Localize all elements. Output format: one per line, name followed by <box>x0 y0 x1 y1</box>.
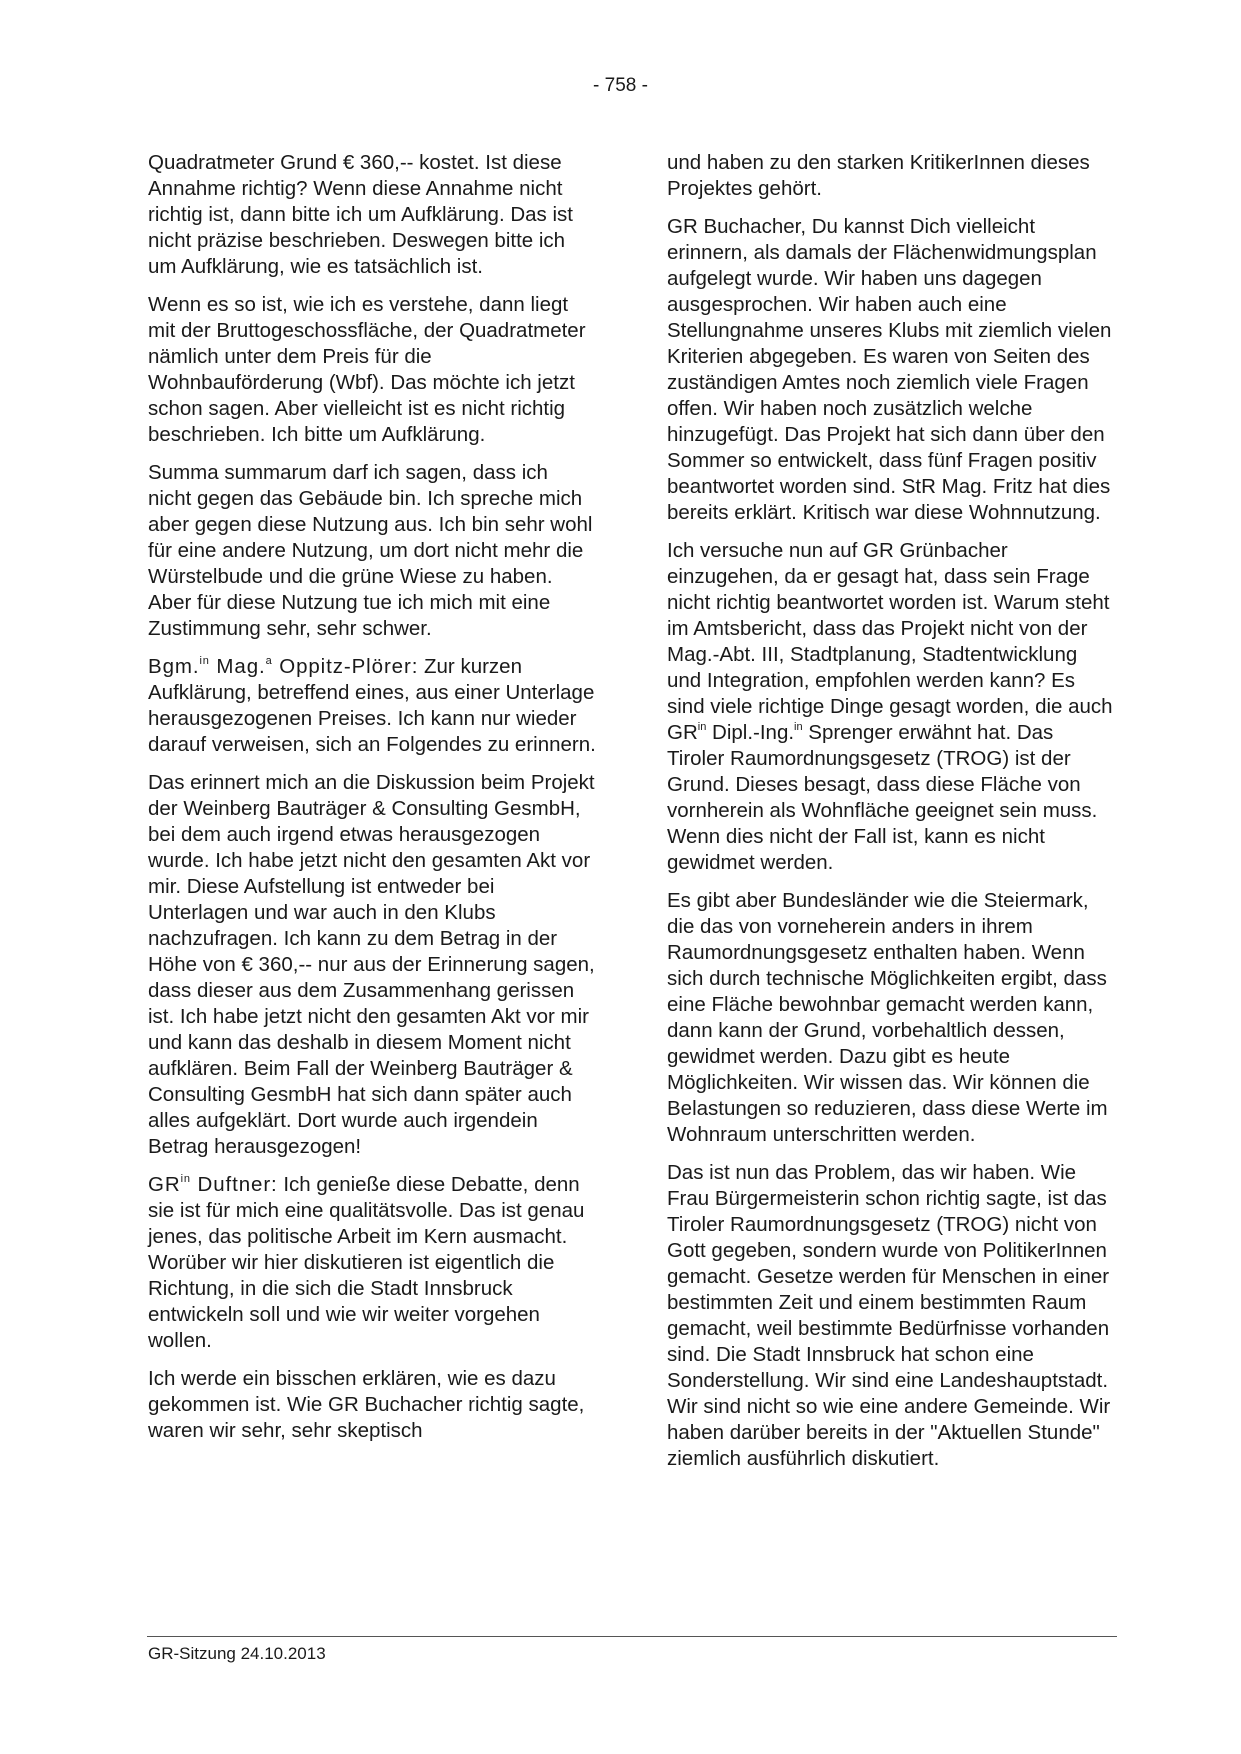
speech-text: Ich genieße diese Debatte, denn sie ist für mich eine qualitätsvolle. Das ist genau jenes, das politische Arbeit im Kern ausmacht. Worüber wir hier diskutieren ist eigentlich die Richtung, in die sich die Stadt Innsbruck entwickeln soll und wie wir weiter vorgehen wollen. <box>148 1173 585 1352</box>
speaker-paragraph <box>148 1172 596 1354</box>
speaker-title: GR <box>148 1173 181 1196</box>
paragraph: GR Buchacher, Du kannst Dich vielleicht erinnern, als damals der Flächenwidmungsplan aufgelegt wurde. Wir haben uns dagegen ausgesprochen. Wir haben auch eine Stellungnahme unseres Klubs mit ziemlich vielen Kriterien abgegeben. Es waren von Seiten des zuständigen Amtes noch ziemlich viele Fragen offen. Wir haben noch zusätzlich welche hinzugefügt. Das Projekt hat sich dann über den Sommer so entwickelt, dass fünf Fragen positiv beantwortet worden sind. StR Mag. Fritz hat dies bereits erklärt. Kritisch war diese Wohnnutzung. <box>667 215 1112 524</box>
page-number: - 758 - <box>593 75 648 96</box>
speaker-paragraph <box>148 654 596 758</box>
left-column <box>148 150 596 1456</box>
right-column <box>667 150 1115 1484</box>
superscript: in <box>199 655 210 667</box>
text-fragment: Dipl.-Ing. <box>706 721 795 744</box>
paragraph: Das ist nun das Problem, das wir haben. Wie Frau Bürgermeisterin schon richtig sagte, ist das Tiroler Raumordnungsgesetz (TROG) nicht von Gott gegeben, sondern wurde von PolitikerInnen gemacht. Gesetze werden für Menschen in einer bestimmten Zeit und einem bestimmten Raum gemacht, weil bestimmte Bedürfnisse vorhanden sind. Die Stadt Innsbruck hat schon eine Sonderstellung. Wir sind eine Landeshauptstadt. Wir sind nicht so wie eine andere Gemeinde. Wir haben darüber bereits in der "Aktuellen Stunde" ziemlich ausführlich diskutiert. <box>667 1161 1111 1470</box>
paragraph: Wenn es so ist, wie ich es verstehe, dann liegt mit der Bruttogeschossfläche, der Quadratmeter nämlich unter dem Preis für die Wohnbauförderung (Wbf). Das möchte ich jetzt schon sagen. Aber vielleicht ist es nicht richtig beschrieben. Ich bitte um Aufklärung. <box>148 293 586 446</box>
superscript: in <box>794 721 803 733</box>
speaker-title: Mag. <box>209 655 266 678</box>
speaker-name <box>148 1173 278 1196</box>
paragraph: Quadratmeter Grund € 360,-- kostet. Ist diese Annahme richtig? Wenn diese Annahme nicht richtig ist, dann bitte ich um Aufklärung. Das ist nicht präzise beschrieben. Deswegen bitte ich um Aufklärung, wie es tatsächlich ist. <box>148 151 574 278</box>
paragraph: Es gibt aber Bundesländer wie die Steiermark, die das von vorneherein anders in ihrem Raumordnungsgesetz enthalten haben. Wenn sich durch technische Möglichkeiten ergibt, dass eine Fläche bewohnbar gemacht werden kann, dann kann der Grund, vorbehaltlich dessen, gewidmet werden. Dazu gibt es heute Möglichkeiten. Wir wissen das. Wir können die Belastungen so reduzieren, dass diese Werte im Wohnraum unterschritten werden. <box>667 889 1108 1146</box>
superscript: a <box>265 655 273 667</box>
paragraph <box>667 538 1115 876</box>
superscript: in <box>180 1173 191 1185</box>
footer-session-date: GR-Sitzung 24.10.2013 <box>148 1644 326 1663</box>
text-fragment: Sprenger erwähnt hat. Das Tiroler Raumordnungsgesetz (TROG) ist der Grund. Dieses besagt, dass diese Fläche von vornherein als Wohnfläche geeignet sein muss. Wenn dies nicht der Fall ist, kann es nicht gewidmet werden. <box>667 721 1098 874</box>
speaker-title: Bgm. <box>148 655 200 678</box>
paragraph: Ich werde ein bisschen erklären, wie es dazu gekommen ist. Wie GR Buchacher richtig sagte, waren wir sehr, sehr skeptisch <box>148 1367 585 1442</box>
speech-text: Zur kurzen Aufklärung, betreffend eines, aus einer Unterlage herausgezogenen Preises. Ich kann nur wieder darauf verweisen, sich an Folgendes zu erinnern. <box>148 655 596 756</box>
speaker-surname: Oppitz-Plörer: <box>272 655 419 678</box>
paragraph: Das erinnert mich an die Diskussion beim Projekt der Weinberg Bauträger & Consulting GesmbH, bei dem auch irgend etwas herausgezogen wurde. Ich habe jetzt nicht den gesamten Akt vor mir. Diese Aufstellung ist entweder bei Unterlagen und war auch in den Klubs nachzufragen. Ich kann zu dem Betrag in der Höhe von € 360,-- nur aus der Erinnerung sagen, dass dieser aus dem Zusammenhang gerissen ist. Ich habe jetzt nicht den gesamten Akt vor mir und kann das deshalb in diesem Moment nicht aufklären. Beim Fall der Weinberg Bauträger & Consulting GesmbH hat sich dann später auch alles aufgeklärt. Dort wurde auch irgendein Betrag herausgezogen! <box>148 771 595 1158</box>
speaker-surname: Duftner: <box>190 1173 278 1196</box>
paragraph: Summa summarum darf ich sagen, dass ich nicht gegen das Gebäude bin. Ich spreche mich aber gegen diese Nutzung aus. Ich bin sehr wohl für eine andere Nutzung, um dort nicht mehr die Würstelbude und die grüne Wiese zu haben. Aber für diese Nutzung tue ich mich mit eine Zustimmung sehr, sehr schwer. <box>148 461 593 640</box>
speaker-name <box>148 655 418 678</box>
text-fragment: Ich versuche nun auf GR Grünbacher einzugehen, da er gesagt hat, dass sein Frage nicht richtig beantwortet worden ist. Warum steht im Amtsbericht, dass das Projekt nicht von der Mag.-Abt. III, Stadtplanung, Stadtentwicklung und Integration, empfohlen werden kann? Es sind viele richtige Dinge gesagt worden, die auch GR <box>667 539 1113 744</box>
paragraph: und haben zu den starken KritikerInnen dieses Projektes gehört. <box>667 151 1090 200</box>
superscript: in <box>697 721 707 733</box>
footer-divider <box>147 1636 1117 1637</box>
